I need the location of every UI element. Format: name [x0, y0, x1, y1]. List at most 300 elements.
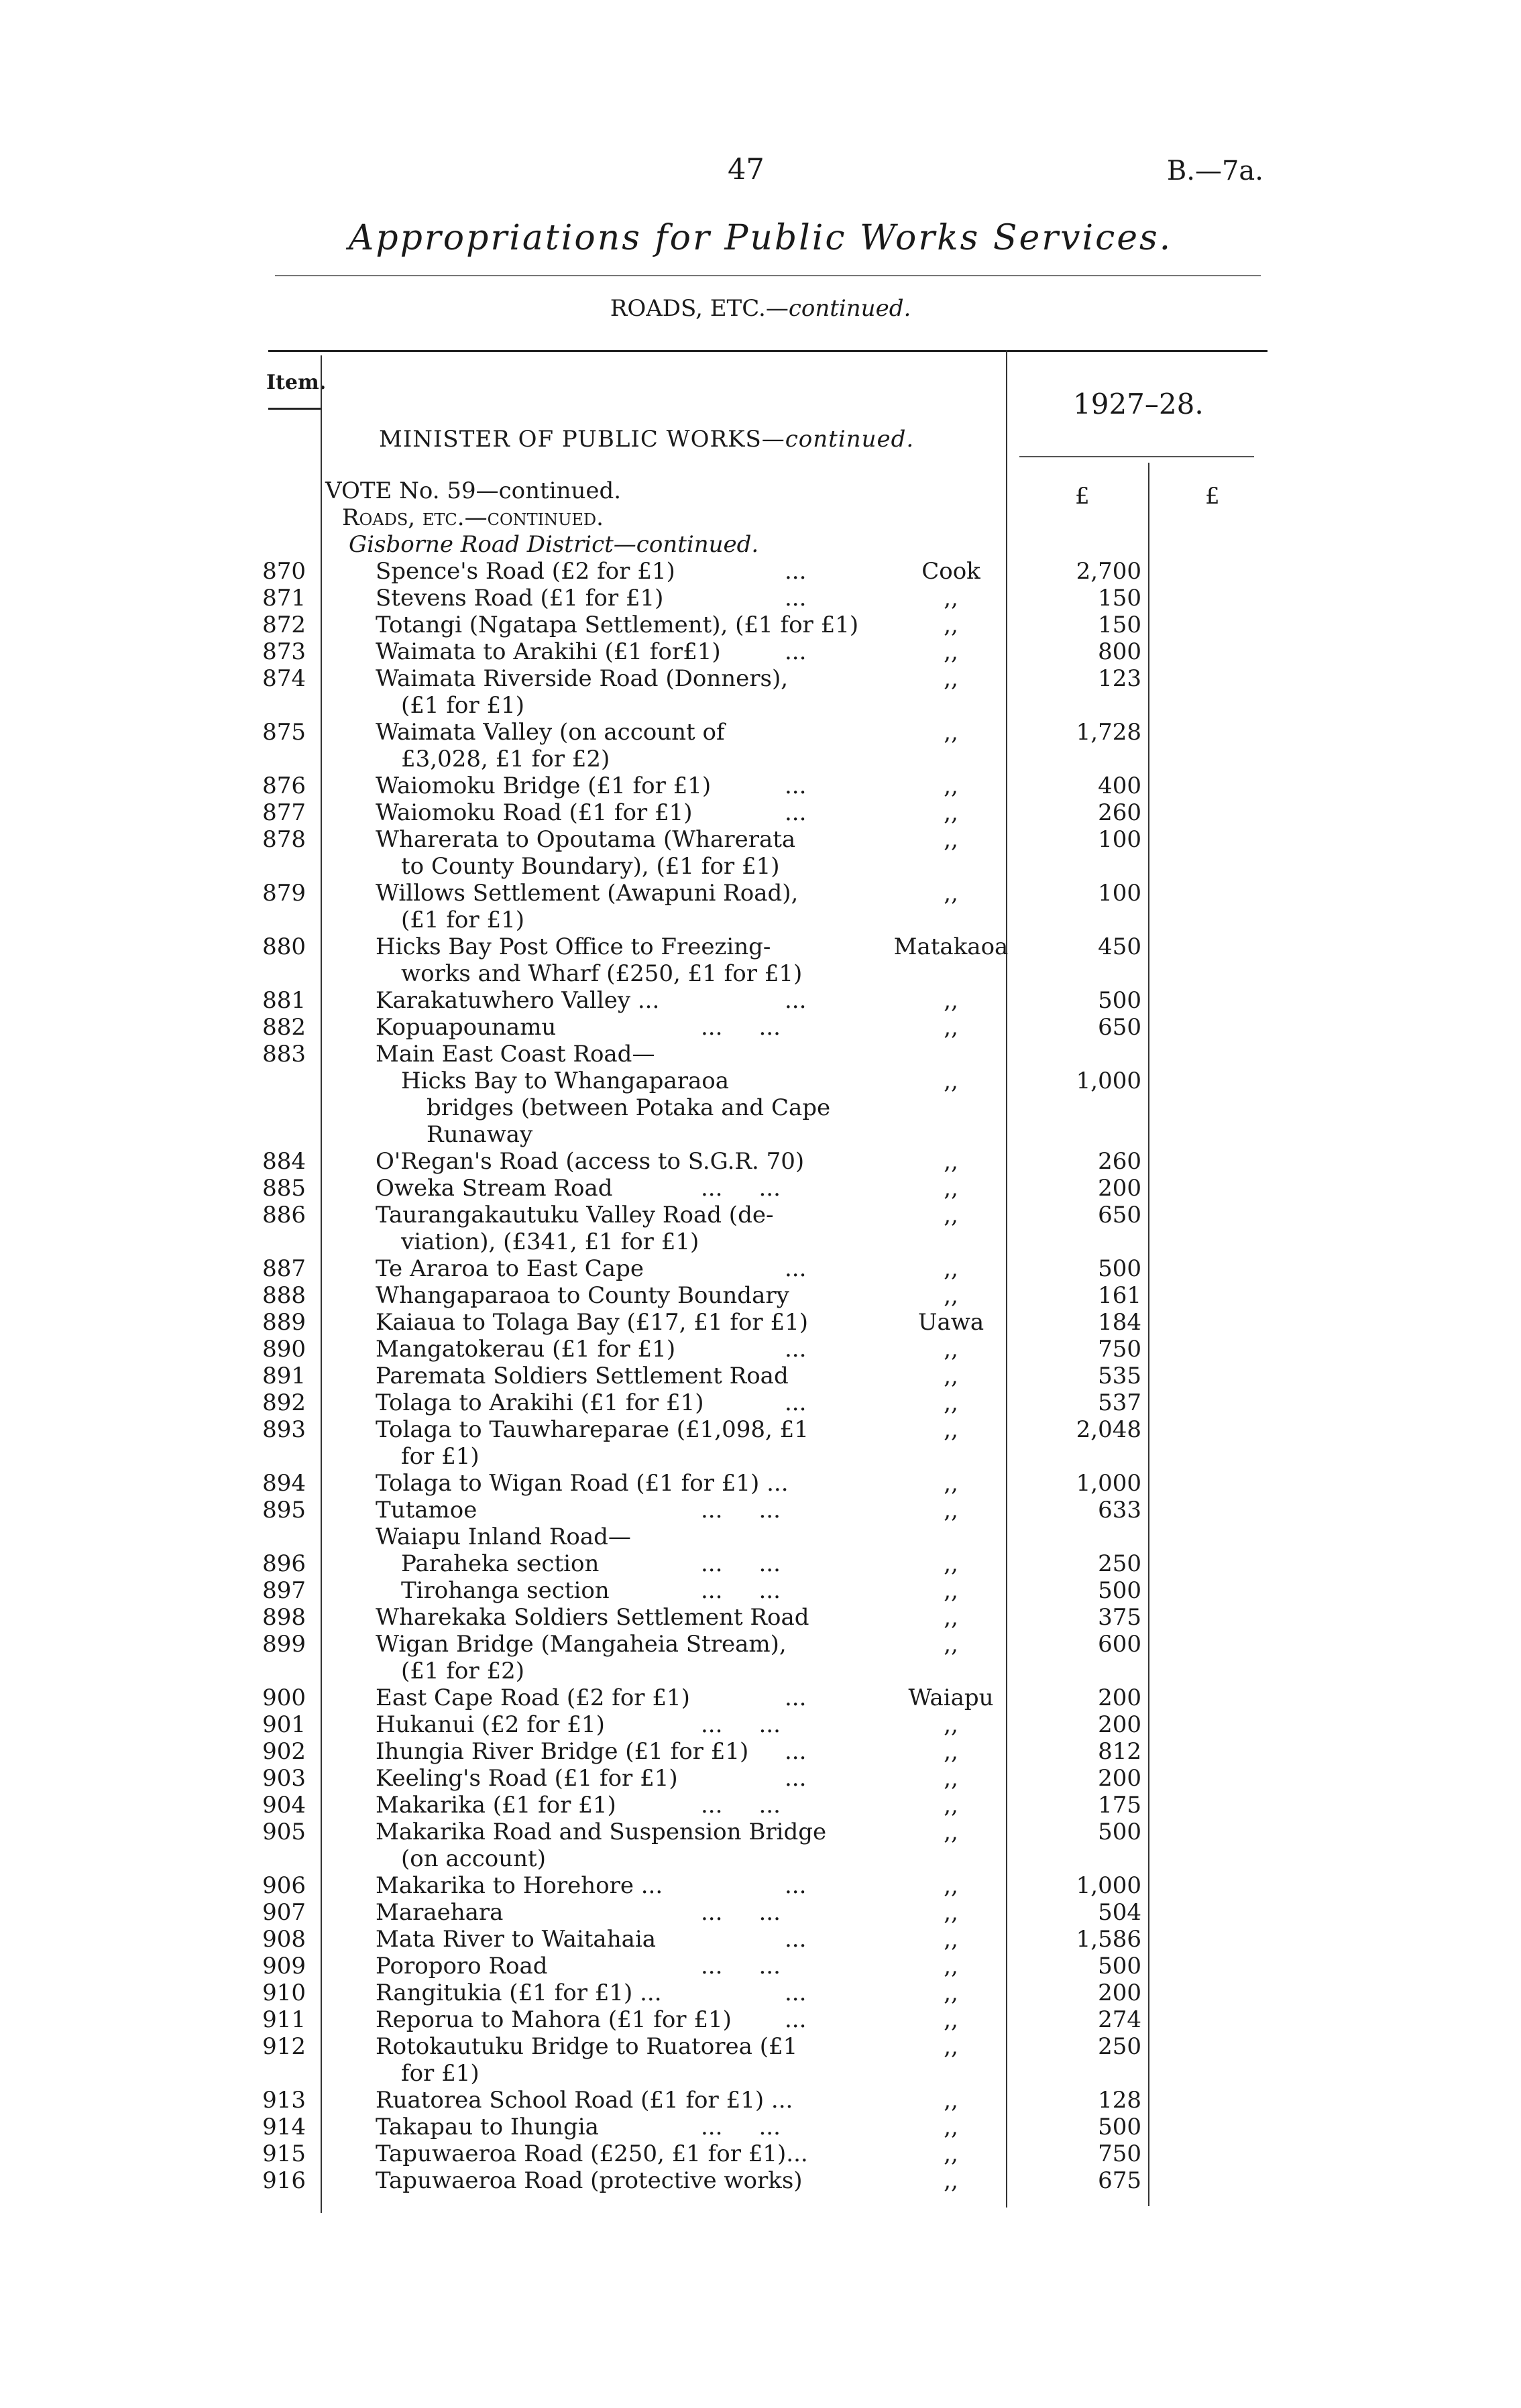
leader-dots: ... ... [701, 2114, 781, 2140]
item-description: (£1 for £2) [401, 1658, 524, 1684]
amount: 274 [1098, 2006, 1141, 2033]
item-description: Roads, etc.—continued. [342, 504, 604, 531]
item-description: Hukanui (£2 for £1) [376, 1711, 605, 1738]
item-number: 875 [262, 719, 306, 746]
district-name: ,, [944, 1068, 958, 1094]
item-number: 871 [262, 585, 306, 612]
item-number: 876 [262, 772, 306, 799]
table-row [0, 880, 1521, 907]
district-name: ,, [944, 2140, 958, 2167]
leader-dots: ... ... [701, 1550, 781, 1577]
leader-dots: ... [785, 638, 807, 665]
item-description: Totangi (Ngatapa Settlement), (£1 for £1) [376, 612, 859, 638]
section-title [0, 295, 1521, 322]
item-description: Ruatorea School Road (£1 for £1) ... [376, 2087, 793, 2114]
item-number: 913 [262, 2087, 306, 2114]
item-number: 909 [262, 1953, 306, 1980]
item-description: (on account) [401, 1845, 546, 1872]
item-header-rule [268, 408, 322, 410]
leader-dots: ... [785, 987, 807, 1014]
amount: 504 [1098, 1899, 1141, 1926]
item-description: Stevens Road (£1 for £1) [376, 585, 664, 612]
item-number: 873 [262, 638, 306, 665]
item-description: Tolaga to Arakihi (£1 for £1) [376, 1389, 704, 1416]
district-name: ,, [944, 1792, 958, 1819]
table-row [0, 799, 1521, 826]
item-number: 888 [262, 1282, 306, 1309]
district-name: ,, [944, 1711, 958, 1738]
item-description: VOTE No. 59—continued. [325, 477, 622, 504]
item-description: viation), (£341, £1 for £1) [401, 1228, 699, 1255]
item-number: 896 [262, 1550, 306, 1577]
table-row [0, 1684, 1521, 1711]
currency-label-2: £ [1205, 483, 1220, 510]
amount: 500 [1098, 987, 1141, 1014]
item-description: Makarika to Horehore ... [376, 1872, 663, 1899]
amount: 2,048 [1076, 1416, 1141, 1443]
amount: 1,000 [1076, 1470, 1141, 1497]
table-row [0, 2167, 1521, 2194]
item-description: Hicks Bay to Whangaparaoa [401, 1068, 729, 1094]
table-row [0, 1228, 1521, 1255]
amount: 123 [1098, 665, 1141, 692]
item-number: 904 [262, 1792, 306, 1819]
leader-dots: ... [785, 2006, 807, 2033]
district-name: ,, [944, 1282, 958, 1309]
document-reference: B.—7a. [1166, 156, 1263, 186]
table-row [0, 1872, 1521, 1899]
table-row [0, 531, 1521, 558]
district-name: ,, [944, 1255, 958, 1282]
item-description: Runaway [427, 1121, 533, 1148]
table-row [0, 1255, 1521, 1282]
item-description: Spence's Road (£2 for £1) [376, 558, 675, 585]
table-row [0, 1577, 1521, 1604]
table-row [0, 1148, 1521, 1175]
item-number: 910 [262, 1980, 306, 2006]
table-row [0, 1416, 1521, 1443]
amount: 675 [1098, 2167, 1141, 2194]
amount: 100 [1098, 880, 1141, 907]
district-name: ,, [944, 2167, 958, 2194]
table-row [0, 1980, 1521, 2006]
district-name: ,, [944, 1550, 958, 1577]
item-number: 887 [262, 1255, 306, 1282]
item-description: O'Regan's Road (access to S.G.R. 70) [376, 1148, 805, 1175]
item-number: 902 [262, 1738, 306, 1765]
item-description: Mata River to Waitahaia [376, 1926, 657, 1953]
item-number: 881 [262, 987, 306, 1014]
amount: 375 [1098, 1604, 1141, 1631]
currency-label-1: £ [1075, 483, 1090, 510]
table-row [0, 2114, 1521, 2140]
item-description: Main East Coast Road— [376, 1041, 655, 1068]
amount: 1,586 [1076, 1926, 1141, 1953]
table-row [0, 1899, 1521, 1926]
table-row [0, 1014, 1521, 1041]
amount: 535 [1098, 1363, 1141, 1389]
table-row [0, 1926, 1521, 1953]
amount: 250 [1098, 1550, 1141, 1577]
table-row [0, 1094, 1521, 1121]
item-description: Tapuwaeroa Road (protective works) [376, 2167, 803, 2194]
item-description: Poroporo Road [376, 1953, 548, 1980]
amount: 750 [1098, 1336, 1141, 1363]
amount: 100 [1098, 826, 1141, 853]
item-description: Makarika (£1 for £1) [376, 1792, 616, 1819]
district-name: ,, [944, 1765, 958, 1792]
table-row [0, 746, 1521, 772]
table-row [0, 2087, 1521, 2114]
leader-dots: ... [785, 558, 807, 585]
item-number: 905 [262, 1819, 306, 1845]
leader-dots: ... ... [701, 1497, 781, 1524]
amount: 600 [1098, 1631, 1141, 1658]
section-title-main: ROADS, ETC.— [610, 295, 789, 322]
amount: 260 [1098, 1148, 1141, 1175]
item-number: 878 [262, 826, 306, 853]
item-number: 908 [262, 1926, 306, 1953]
table-row [0, 1336, 1521, 1363]
item-number: 879 [262, 880, 306, 907]
leader-dots: ... [785, 772, 807, 799]
table-row [0, 1792, 1521, 1819]
leader-dots: ... ... [701, 1175, 781, 1202]
table-row [0, 612, 1521, 638]
item-number: 906 [262, 1872, 306, 1899]
amount: 800 [1098, 638, 1141, 665]
table-row [0, 987, 1521, 1014]
item-number: 874 [262, 665, 306, 692]
amount: 500 [1098, 2114, 1141, 2140]
leader-dots: ... [785, 585, 807, 612]
item-number: 914 [262, 2114, 306, 2140]
table-row [0, 1550, 1521, 1577]
item-number: 912 [262, 2033, 306, 2060]
table-row [0, 1309, 1521, 1336]
table-row [0, 1604, 1521, 1631]
item-description: Reporua to Mahora (£1 for £1) [376, 2006, 732, 2033]
district-name: ,, [944, 1202, 958, 1228]
item-description: Wigan Bridge (Mangaheia Stream), [376, 1631, 787, 1658]
district-name: ,, [944, 880, 958, 907]
leader-dots: ... [785, 1872, 807, 1899]
item-description: Waiapu Inland Road— [376, 1524, 631, 1550]
item-description: Whangaparaoa to County Boundary [376, 1282, 789, 1309]
amount: 500 [1098, 1819, 1141, 1845]
item-number: 889 [262, 1309, 306, 1336]
table-row [0, 1363, 1521, 1389]
item-description: Waimata to Arakihi (£1 for£1) [376, 638, 721, 665]
table-row [0, 504, 1521, 531]
item-description: bridges (between Potaka and Cape [427, 1094, 831, 1121]
table-row [0, 719, 1521, 746]
district-name: ,, [944, 1899, 958, 1926]
district-name: ,, [944, 987, 958, 1014]
item-number: 872 [262, 612, 306, 638]
district-name: ,, [944, 2114, 958, 2140]
item-description: Karakatuwhero Valley ... [376, 987, 660, 1014]
district-name: ,, [944, 638, 958, 665]
item-number: 907 [262, 1899, 306, 1926]
amount: 450 [1098, 933, 1141, 960]
leader-dots: ... [785, 1738, 807, 1765]
amount: 128 [1098, 2087, 1141, 2114]
amount: 1,000 [1076, 1068, 1141, 1094]
minister-heading-main: MINISTER OF PUBLIC WORKS— [379, 426, 785, 453]
amount: 250 [1098, 2033, 1141, 2060]
item-number: 900 [262, 1684, 306, 1711]
minister-heading-suffix: continued. [785, 426, 915, 453]
item-description: (£1 for £1) [401, 907, 524, 933]
item-description: Oweka Stream Road [376, 1175, 613, 1202]
amount: 200 [1098, 1711, 1141, 1738]
amount: 650 [1098, 1014, 1141, 1041]
district-name: ,, [944, 1819, 958, 1845]
table-row [0, 1711, 1521, 1738]
table-row [0, 1631, 1521, 1658]
table-row [0, 907, 1521, 933]
district-name: ,, [944, 1416, 958, 1443]
district-name: ,, [944, 1980, 958, 2006]
item-number: 891 [262, 1363, 306, 1389]
district-name: ,, [944, 1470, 958, 1497]
table-row [0, 772, 1521, 799]
item-number: 899 [262, 1631, 306, 1658]
table-row [0, 2140, 1521, 2167]
item-description: Takapau to Ihungia [376, 2114, 599, 2140]
amount: 200 [1098, 1765, 1141, 1792]
item-description: Willows Settlement (Awapuni Road), [376, 880, 799, 907]
item-description: Makarika Road and Suspension Bridge [376, 1819, 827, 1845]
item-number: 916 [262, 2167, 306, 2194]
leader-dots: ... ... [701, 1792, 781, 1819]
table-row [0, 933, 1521, 960]
item-description: Hicks Bay Post Office to Freezing- [376, 933, 771, 960]
item-description: Tolaga to Tauwhareparae (£1,098, £1 [376, 1416, 809, 1443]
amount: 200 [1098, 1980, 1141, 2006]
item-description: Waiomoku Bridge (£1 for £1) [376, 772, 712, 799]
amount: 812 [1098, 1738, 1141, 1765]
leader-dots: ... [785, 1255, 807, 1282]
leader-dots: ... [785, 799, 807, 826]
item-description: Te Araroa to East Cape [376, 1255, 644, 1282]
item-number: 870 [262, 558, 306, 585]
leader-dots: ... [785, 1926, 807, 1953]
table-row [0, 1282, 1521, 1309]
amount: 1,728 [1076, 719, 1141, 746]
item-description: Keeling's Road (£1 for £1) [376, 1765, 678, 1792]
item-description: Tutamoe [376, 1497, 477, 1524]
item-description: works and Wharf (£250, £1 for £1) [401, 960, 803, 987]
item-column-header: Item. [266, 371, 327, 394]
item-number: 901 [262, 1711, 306, 1738]
item-description: Kaiaua to Tolaga Bay (£17, £1 for £1) [376, 1309, 808, 1336]
amount: 200 [1098, 1684, 1141, 1711]
table-row [0, 1202, 1521, 1228]
table-row [0, 1389, 1521, 1416]
district-name: ,, [944, 1926, 958, 1953]
district-name: ,, [944, 826, 958, 853]
district-name: Waiapu [908, 1684, 994, 1711]
item-description: Mangatokerau (£1 for £1) [376, 1336, 676, 1363]
district-name: ,, [944, 1953, 958, 1980]
table-row [0, 1524, 1521, 1550]
district-name: ,, [944, 772, 958, 799]
table-row [0, 1041, 1521, 1068]
item-description: Paraheka section [401, 1550, 600, 1577]
item-description: Paremata Soldiers Settlement Road [376, 1363, 789, 1389]
district-name: ,, [944, 1738, 958, 1765]
table-row [0, 665, 1521, 692]
item-description: for £1) [401, 2060, 480, 2087]
item-description: Kopuapounamu [376, 1014, 557, 1041]
item-number: 880 [262, 933, 306, 960]
table-row [0, 1497, 1521, 1524]
table-row [0, 960, 1521, 987]
table-row [0, 1845, 1521, 1872]
item-description: Ihungia River Bridge (£1 for £1) [376, 1738, 749, 1765]
district-name: ,, [944, 719, 958, 746]
district-name: ,, [944, 1872, 958, 1899]
leader-dots: ... ... [701, 1711, 781, 1738]
table-row [0, 638, 1521, 665]
item-description: to County Boundary), (£1 for £1) [401, 853, 780, 880]
item-number: 897 [262, 1577, 306, 1604]
item-number: 915 [262, 2140, 306, 2167]
year-heading-rule [1019, 456, 1254, 457]
table-row [0, 477, 1521, 504]
district-name: ,, [944, 665, 958, 692]
amount: 161 [1098, 1282, 1141, 1309]
district-name: ,, [944, 612, 958, 638]
leader-dots: ... [785, 1389, 807, 1416]
item-description: East Cape Road (£2 for £1) [376, 1684, 690, 1711]
item-description: Wharekaka Soldiers Settlement Road [376, 1604, 809, 1631]
district-name: ,, [944, 1389, 958, 1416]
table-row [0, 1068, 1521, 1094]
amount: 150 [1098, 585, 1141, 612]
minister-heading [379, 426, 914, 453]
leader-dots: ... ... [701, 1953, 781, 1980]
page-title: Appropriations for Public Works Services. [348, 218, 1173, 258]
item-description: Maraehara [376, 1899, 504, 1926]
item-number: 884 [262, 1148, 306, 1175]
item-description: Tapuwaeroa Road (£250, £1 for £1)... [376, 2140, 808, 2167]
district-name: ,, [944, 585, 958, 612]
amount: 400 [1098, 772, 1141, 799]
table-row [0, 558, 1521, 585]
amount: 650 [1098, 1202, 1141, 1228]
item-number: 894 [262, 1470, 306, 1497]
amount: 633 [1098, 1497, 1141, 1524]
table-row [0, 1121, 1521, 1148]
amount: 1,000 [1076, 1872, 1141, 1899]
table-row [0, 2033, 1521, 2060]
leader-dots: ... ... [701, 1577, 781, 1604]
district-name: Matakaoa [893, 933, 1009, 960]
table-row [0, 826, 1521, 853]
leader-dots: ... ... [701, 1014, 781, 1041]
amount: 150 [1098, 612, 1141, 638]
table-row [0, 1443, 1521, 1470]
item-number: 893 [262, 1416, 306, 1443]
section-title-suffix: continued. [788, 295, 911, 322]
district-name: Uawa [917, 1309, 984, 1336]
district-name: ,, [944, 1497, 958, 1524]
district-name: ,, [944, 2033, 958, 2060]
item-description: Wharerata to Opoutama (Wharerata [376, 826, 796, 853]
district-name: ,, [944, 2087, 958, 2114]
item-number: 883 [262, 1041, 306, 1068]
item-description: Rotokautuku Bridge to Ruatorea (£1 [376, 2033, 798, 2060]
item-number: 895 [262, 1497, 306, 1524]
year-heading: 1927–28. [1073, 388, 1204, 420]
district-name: ,, [944, 1363, 958, 1389]
item-number: 892 [262, 1389, 306, 1416]
table-row [0, 1175, 1521, 1202]
item-description: Tolaga to Wigan Road (£1 for £1) ... [376, 1470, 789, 1497]
district-name: ,, [944, 1336, 958, 1363]
table-row [0, 1470, 1521, 1497]
item-number: 877 [262, 799, 306, 826]
item-description: Taurangakautuku Valley Road (de- [376, 1202, 774, 1228]
district-name: ,, [944, 1604, 958, 1631]
title-rule [275, 275, 1261, 276]
amount: 537 [1098, 1389, 1141, 1416]
district-name: ,, [944, 2006, 958, 2033]
district-name: ,, [944, 1175, 958, 1202]
district-name: ,, [944, 1577, 958, 1604]
leader-dots: ... [785, 1765, 807, 1792]
district-name: ,, [944, 1148, 958, 1175]
amount: 175 [1098, 1792, 1141, 1819]
amount: 750 [1098, 2140, 1141, 2167]
leader-dots: ... [785, 1336, 807, 1363]
district-name: ,, [944, 799, 958, 826]
table-row [0, 585, 1521, 612]
leader-dots: ... ... [701, 1899, 781, 1926]
item-number: 911 [262, 2006, 306, 2033]
district-name: Cook [921, 558, 980, 585]
amount: 500 [1098, 1953, 1141, 1980]
item-number: 885 [262, 1175, 306, 1202]
item-description: Rangitukia (£1 for £1) ... [376, 1980, 662, 2006]
table-row [0, 853, 1521, 880]
amount: 184 [1098, 1309, 1141, 1336]
amount: 260 [1098, 799, 1141, 826]
table-row [0, 1953, 1521, 1980]
item-description: Gisborne Road District—continued. [349, 531, 759, 558]
amount: 200 [1098, 1175, 1141, 1202]
table-row [0, 1765, 1521, 1792]
table-row [0, 2060, 1521, 2087]
item-number: 886 [262, 1202, 306, 1228]
item-number: 898 [262, 1604, 306, 1631]
amount: 500 [1098, 1255, 1141, 1282]
table-row [0, 2006, 1521, 2033]
district-name: ,, [944, 1014, 958, 1041]
item-description: Waiomoku Road (£1 for £1) [376, 799, 693, 826]
table-row [0, 1738, 1521, 1765]
district-name: ,, [944, 1631, 958, 1658]
item-description: (£1 for £1) [401, 692, 524, 719]
leader-dots: ... [785, 1980, 807, 2006]
item-description: for £1) [401, 1443, 480, 1470]
item-number: 903 [262, 1765, 306, 1792]
amount: 2,700 [1076, 558, 1141, 585]
page-number: 47 [728, 153, 765, 186]
